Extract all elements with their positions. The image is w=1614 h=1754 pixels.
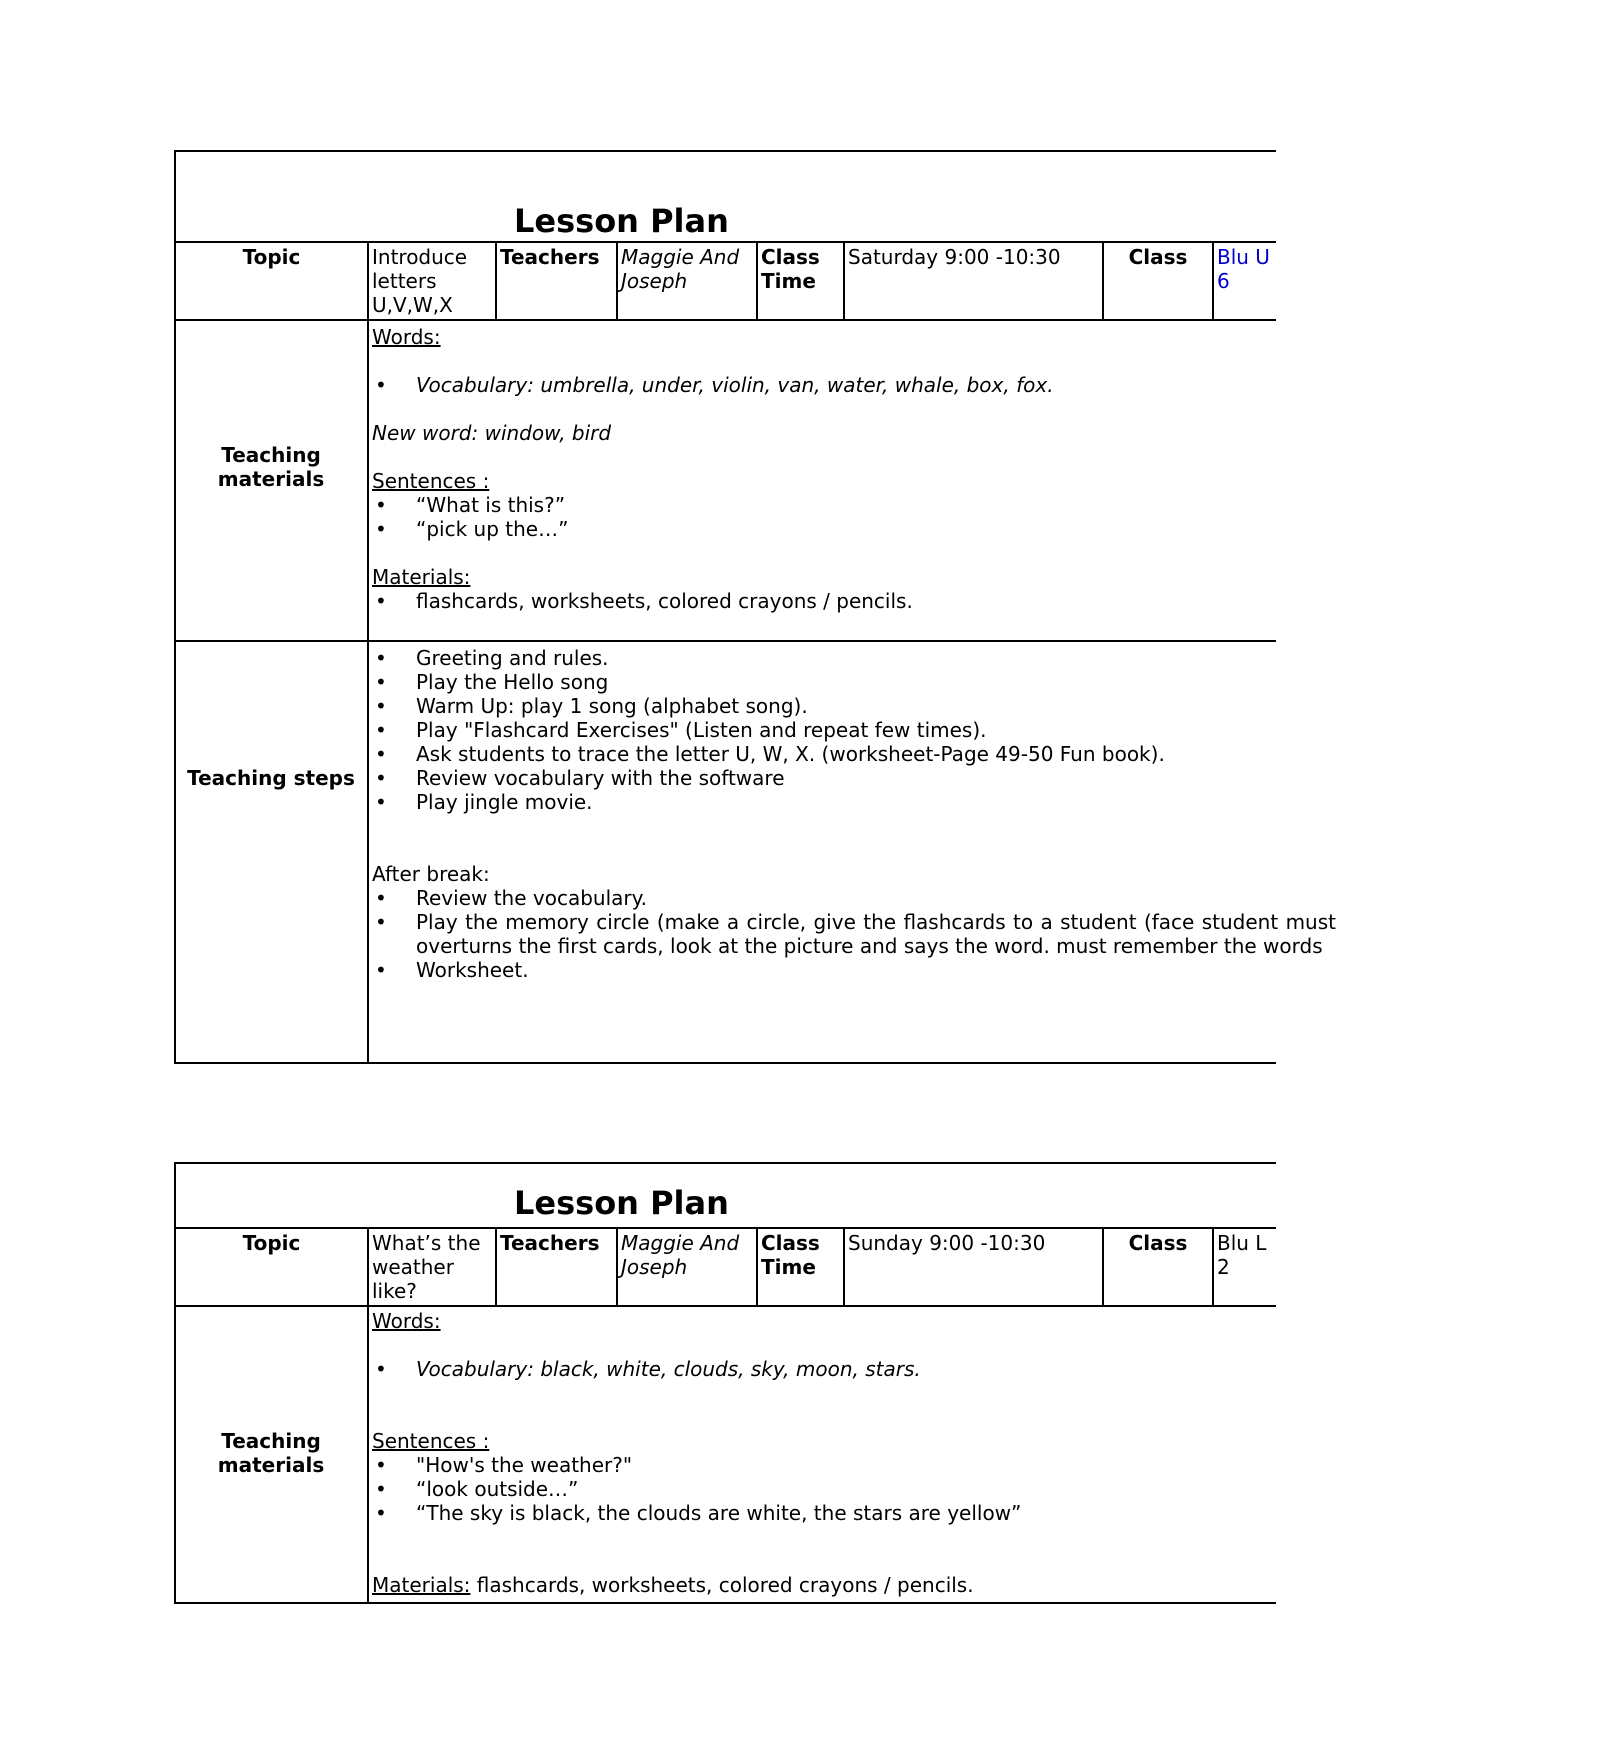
sentence-item: • “What is this?”: [372, 493, 1273, 517]
header-row: [176, 241, 1276, 319]
step-item: • Greeting and rules.: [372, 646, 1273, 670]
step-item: • Review vocabulary with the software: [372, 766, 1273, 790]
after-break-item: • Review the vocabulary.: [372, 886, 1273, 910]
sentences-heading: Sentences :: [372, 1429, 490, 1453]
lesson-plan-1: [174, 150, 1336, 1064]
lesson-plan-title: Lesson Plan: [514, 202, 729, 240]
materials-heading: Materials:: [372, 565, 471, 589]
class-label: Class: [1102, 243, 1212, 319]
step-item: • Play the Hello song: [372, 670, 1273, 694]
step-item: • Play jingle movie.: [372, 790, 1273, 814]
class-time-value: Sunday 9:00 -10:30: [843, 1229, 1102, 1305]
materials-item: • flashcards, worksheets, colored crayons / pencils.: [372, 589, 1273, 613]
materials-text: flashcards, worksheets, colored crayons / pencils.: [470, 1573, 974, 1597]
words-heading: Words:: [372, 1309, 441, 1333]
topic-label: Topic: [242, 245, 301, 269]
vocabulary-item: • Vocabulary: umbrella, under, violin, van, water, whale, box, fox.: [372, 373, 1273, 397]
teaching-materials-label: Teaching materials: [217, 1429, 325, 1477]
materials-heading: Materials:: [372, 1573, 471, 1597]
sentences-heading: Sentences :: [372, 469, 490, 493]
sentence-item: • “pick up the…”: [372, 517, 1273, 541]
class-time-value: Saturday 9:00 -10:30: [843, 243, 1102, 319]
teachers-value: Maggie And Joseph: [616, 243, 756, 319]
topic-value: Introduce letters U,V,W,X: [367, 243, 495, 319]
new-word: New word: window, bird: [372, 421, 612, 445]
topic-label: Topic: [242, 1231, 301, 1255]
lesson-plan-title: Lesson Plan: [514, 1184, 729, 1222]
sentence-item: • "How's the weather?": [372, 1453, 1273, 1477]
vocabulary-item: • Vocabulary: black, white, clouds, sky, moon, stars.: [372, 1357, 1273, 1381]
class-time-label: Class Time: [756, 243, 843, 319]
class-value: Blu U6: [1212, 243, 1276, 319]
teaching-steps-label: Teaching steps: [187, 766, 355, 790]
class-time-label: Class Time: [756, 1229, 843, 1305]
teaching-materials-row: [176, 319, 1276, 641]
sentence-item: • “look outside…”: [372, 1477, 1273, 1501]
class-label: Class: [1102, 1229, 1212, 1305]
teaching-steps-row: [176, 640, 1336, 1064]
teaching-materials-row: [176, 1305, 1276, 1604]
class-value: Blu L2: [1212, 1229, 1276, 1305]
materials-line: [372, 1573, 1273, 1597]
teaching-materials-content: [367, 1307, 1276, 1604]
step-item: • Ask students to trace the letter U, W, X. (worksheet-Page 49-50 Fun book).: [372, 742, 1273, 766]
teaching-materials-content: [367, 321, 1276, 641]
words-heading: Words:: [372, 325, 441, 349]
step-item: • Warm Up: play 1 song (alphabet song).: [372, 694, 1273, 718]
sentence-item: • “The sky is black, the clouds are white, the stars are yellow”: [372, 1501, 1273, 1525]
after-break-item: • Play the memory circle (make a circle, give the flashcards to a student (face student must overturns the first cards, look at the picture and says the word. must remember the words: [372, 910, 1336, 958]
header-row: [176, 1227, 1276, 1305]
teaching-steps-content: [367, 642, 1336, 1064]
teachers-label: Teachers: [495, 1229, 616, 1305]
lesson-plan-2: [174, 1162, 1276, 1604]
teachers-value: Maggie And Joseph: [616, 1229, 756, 1305]
after-break-heading: After break:: [372, 862, 490, 886]
step-item: • Play "Flashcard Exercises" (Listen and repeat few times).: [372, 718, 1273, 742]
teaching-materials-label: Teaching materials: [217, 443, 325, 491]
topic-value: What’s the weather like?: [367, 1229, 495, 1305]
teachers-label: Teachers: [495, 243, 616, 319]
after-break-item: • Worksheet.: [372, 958, 1273, 982]
